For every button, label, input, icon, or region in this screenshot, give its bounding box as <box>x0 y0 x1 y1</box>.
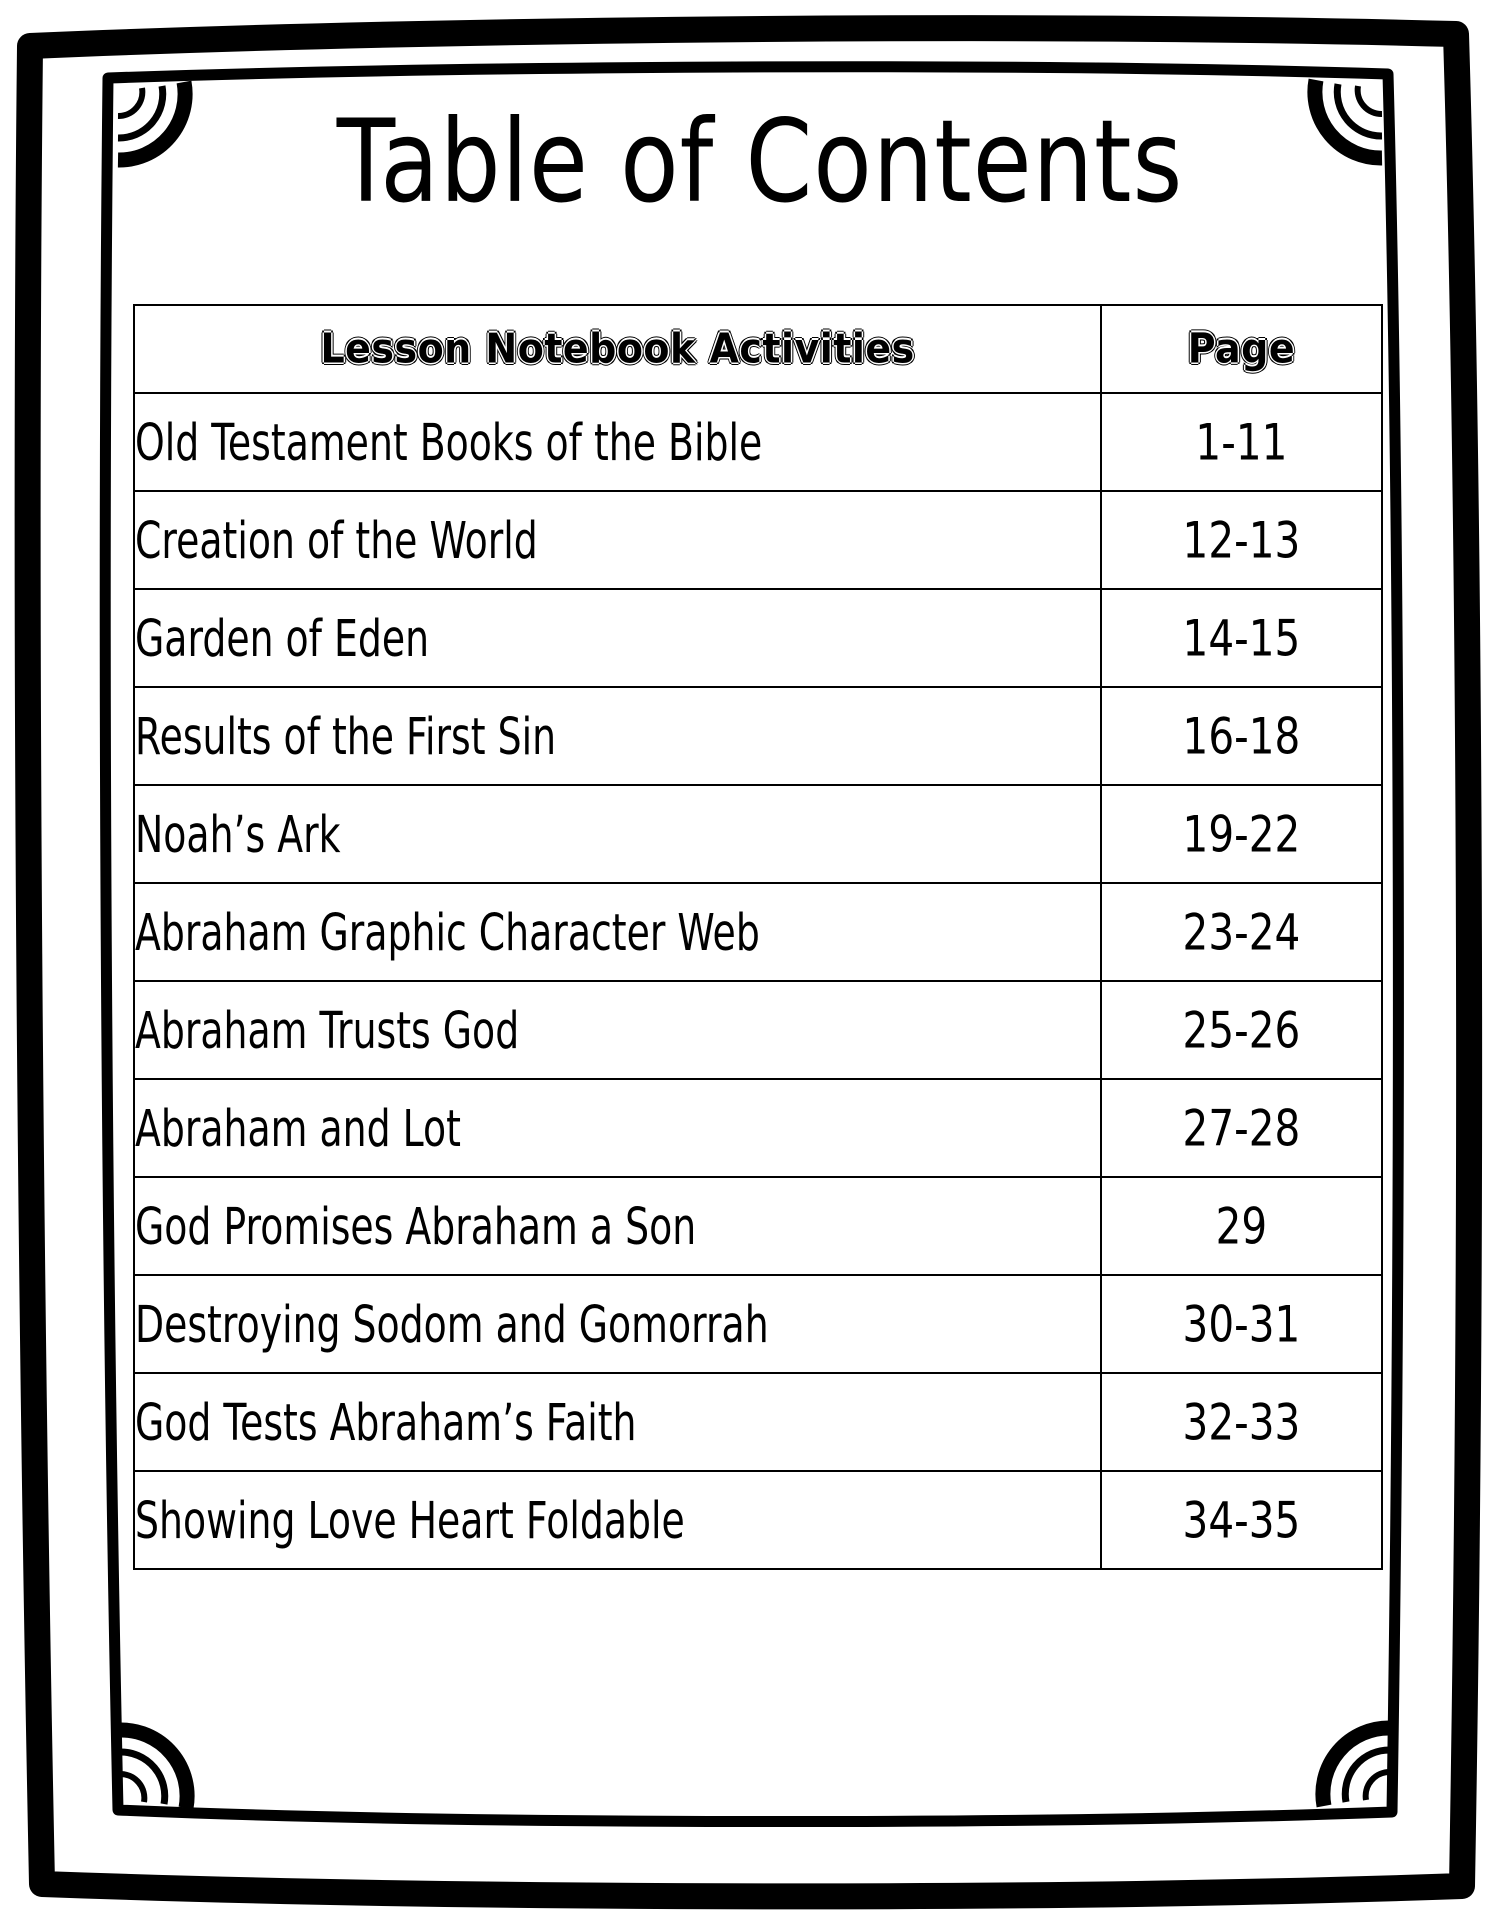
activity-cell <box>134 491 1101 589</box>
page-number-label: 30-31 <box>1182 1294 1301 1354</box>
activity-label: God Promises Abraham a Son <box>135 1196 697 1256</box>
activity-label: Results of the First Sin <box>135 706 557 766</box>
activity-label: Showing Love Heart Foldable <box>135 1490 685 1550</box>
page-title: Table of Contents <box>336 94 1184 229</box>
page-number-label: 23-24 <box>1182 902 1301 962</box>
activity-label: Garden of Eden <box>135 608 430 668</box>
table-body <box>134 393 1382 1569</box>
page-number-cell <box>1101 1471 1382 1569</box>
page-number-cell <box>1101 491 1382 589</box>
page-number-label: 25-26 <box>1182 1000 1301 1060</box>
table-row <box>134 981 1382 1079</box>
activity-label: Abraham and Lot <box>135 1098 461 1158</box>
page-number-cell <box>1101 589 1382 687</box>
page-number-cell <box>1101 1177 1382 1275</box>
column-header-page <box>1101 305 1382 393</box>
table-row <box>134 785 1382 883</box>
table-row <box>134 1275 1382 1373</box>
table-row <box>134 687 1382 785</box>
page-number-cell <box>1101 1079 1382 1177</box>
page-content <box>115 70 1405 1770</box>
column-header-activity-label: Lesson Notebook Activities <box>320 325 915 373</box>
activity-cell <box>134 393 1101 491</box>
column-header-page-label: Page <box>1187 325 1296 373</box>
table-row <box>134 1471 1382 1569</box>
activity-label: Destroying Sodom and Gomorrah <box>135 1294 769 1354</box>
page-number-cell <box>1101 883 1382 981</box>
page-number-cell <box>1101 785 1382 883</box>
page-number-cell <box>1101 1373 1382 1471</box>
activity-label: Creation of the World <box>135 510 538 570</box>
table-row <box>134 1177 1382 1275</box>
page-number-cell <box>1101 981 1382 1079</box>
activity-cell <box>134 589 1101 687</box>
page-number-label: 16-18 <box>1182 706 1301 766</box>
activity-cell <box>134 883 1101 981</box>
page-number-label: 1-11 <box>1195 412 1288 472</box>
page-number-label: 19-22 <box>1182 804 1301 864</box>
column-header-activity <box>134 305 1101 393</box>
activity-label: Old Testament Books of the Bible <box>135 412 763 472</box>
page-number-label: 32-33 <box>1182 1392 1301 1452</box>
table-of-contents <box>133 304 1383 1570</box>
page-number-label: 12-13 <box>1182 510 1301 570</box>
page-number-label: 34-35 <box>1182 1490 1301 1550</box>
page-number-label: 27-28 <box>1182 1098 1301 1158</box>
table-row <box>134 393 1382 491</box>
page-number-label: 29 <box>1215 1196 1268 1256</box>
table-row <box>134 589 1382 687</box>
activity-label: Abraham Graphic Character Web <box>135 902 760 962</box>
activity-cell <box>134 981 1101 1079</box>
activity-cell <box>134 687 1101 785</box>
activity-label: Abraham Trusts God <box>135 1000 520 1060</box>
activity-cell <box>134 1177 1101 1275</box>
page-number-label: 14-15 <box>1182 608 1301 668</box>
table-row <box>134 1079 1382 1177</box>
table-row <box>134 1373 1382 1471</box>
activity-cell <box>134 1275 1101 1373</box>
activity-cell <box>134 1471 1101 1569</box>
activity-label: God Tests Abraham’s Faith <box>135 1392 637 1452</box>
table-row <box>134 883 1382 981</box>
activity-cell <box>134 1079 1101 1177</box>
table-of-contents-container <box>115 304 1405 1570</box>
activity-cell <box>134 785 1101 883</box>
activity-label: Noah’s Ark <box>135 804 341 864</box>
page-number-cell <box>1101 393 1382 491</box>
table-header-row <box>134 305 1382 393</box>
table-row <box>134 491 1382 589</box>
page-number-cell <box>1101 687 1382 785</box>
activity-cell <box>134 1373 1101 1471</box>
page-number-cell <box>1101 1275 1382 1373</box>
